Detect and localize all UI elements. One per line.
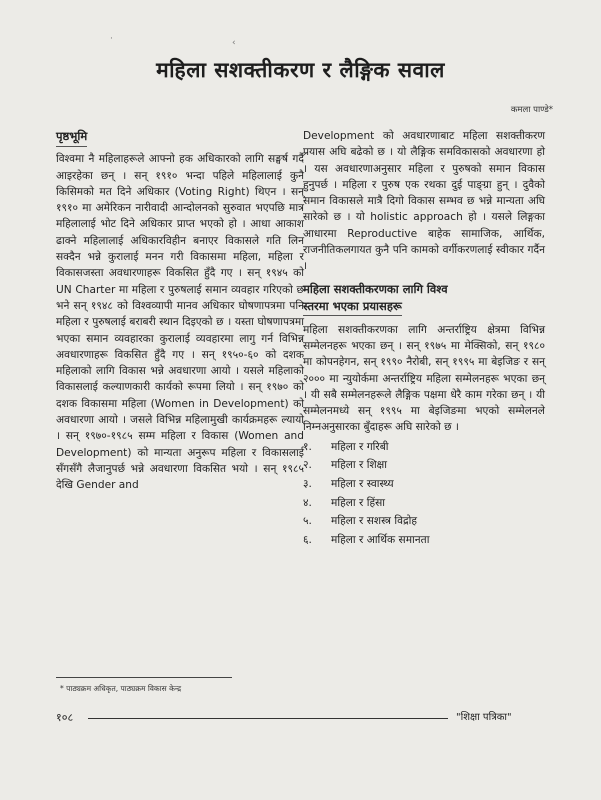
scan-speck: · (110, 34, 113, 44)
list-item: १. महिला र गरिबी (303, 440, 389, 453)
heading-line-2: स्तरमा भएका प्रयासहरू (303, 298, 402, 316)
magazine-name: "शिक्षा पत्रिका" (456, 712, 512, 723)
conferences-paragraph: महिला सशक्तीकरणका लागि अन्तर्राष्ट्रिय क्षेत्रमा विभिन्न सम्मेलनहरू भएका छन् । सन् १९७५ मा मेक्सिको, सन् १९८० मा कोपनहेगन, सन् १९९० नैरोबी, सन् १९९५ मा बेइजिङ र सन् २००० मा न्युयोर्कमा अन्तर्राष्ट्रिय महिला सम्मेलनहरू भएका छन् । यी सबै सम्मेलनहरूले लैङ्गिक पक्षमा धेरै काम गरेका छन् । यी सम्मेलनमध्ये सन् १९९५ मा बेइजिङमा भएको सम्मेलनले निम्नअनुसारका बुँदाहरू अघि सारेको छ । (303, 323, 545, 434)
list-item: ३. महिला र स्वास्थ्य (303, 477, 394, 490)
scan-speck: ‹ (232, 38, 236, 48)
right-column (303, 128, 545, 549)
list-item: ६. महिला र आर्थिक समानता (303, 533, 430, 546)
background-paragraph: विश्वमा नै महिलाहरूले आफ्नो हक अधिकारको लागि सङ्घर्ष गर्दै आइरहेका छन् । सन् १९१० भन्दा पहिले महिलालाई कुनै किसिमको मत दिने अधिकार (Voting Right) थिएन । सन् १९१० मा अमेरिकन नारीवादी आन्दोलनको सुरुवात भएपछि मात्र महिलालाई भोट दिने अधिकार प्राप्त भएको हो । आधा आकाश ढाक्ने महिलालाई अधिकारविहीन बनाएर विकासले गति लिन सक्दैन भन्ने कुरालाई मनन गरी विकासमा महिला, महिला र विकासजस्ता अवधारणाहरू विकसित हुँदै गए । सन् १९४५ को UN Charter मा महिला र पुरुषलाई समान व्यवहार गरिएको छ भने सन् १९४८ को विश्वव्यापी मानव अधिकार घोषणापत्रमा पनि महिला र पुरुषलाई बराबरी स्थान दिइएको छ । यस्ता घोषणापत्रमा भएका समान व्यवहारका कुरालाई व्यवहारमा लागु गर्न विभिन्न अवधारणाहरू विकसित हुँदै गए । सन् १९५०-६० को दशक महिलाको लागि विकास भन्ने अवधारणा आयो । यसले महिलाको विकासलाई कल्याणकारी कार्यको रूपमा लियो । सन् १९७० को दशक विकासमा महिला (Women in Development) को अवधारणा आयो । जसले विभिन्न महिलामुखी कार्यक्रमहरू ल्यायो । सन् १९७०-१९८५ सम्म महिला र विकास (Women and Development) को मान्यता अनुरूप महिला र विकासलाई सँगसँगै लैजानुपर्छ भन्ने अवधारणा विकसित भयो । सन् १९८५ देखि Gender and (56, 153, 304, 492)
footnote: * पाठ्यक्रम अधिकृत, पाठ्यक्रम विकास केन्द्र (60, 684, 182, 693)
article-title: महिला सशक्तीकरण र लैङ्गिक सवाल (156, 58, 445, 82)
page-number: १०८ (56, 711, 74, 724)
list-item: २. महिला र शिक्षा (303, 459, 387, 472)
heading-line-1: महिला सशक्तीकरणका लागि विश्व (303, 281, 448, 296)
beijing-points-list (303, 438, 545, 550)
footer-divider (88, 718, 448, 719)
gad-paragraph: Development को अवधारणाबाट महिला सशक्तीकरण प्रयास अघि बढेको छ । यो लैङ्गिक समविकासको अवधारणा हो । यस अवधारणाअनुसार महिला र पुरुषको समान विकास हुनुपर्छ । महिला र पुरुष एक रथका दुई पाङ्ग्रा हुन् । दुवैको समान विकासले मात्रै दिगो विकास सम्भव छ भन्ने मान्यता अघि सारेको छ । यो holistic approach हो । यसले लिङ्गका आधारमा Reproductive बाहेक सामाजिक, आर्थिक, राजनीतिकलगायत कुनै पनि कामको वर्गीकरणलाई स्वीकार गर्दैन । (303, 130, 545, 273)
list-item: ५. महिला र सशस्त्र विद्रोह (303, 515, 418, 528)
section-heading-global-efforts (303, 281, 545, 316)
section-heading-background: पृष्ठभूमि (56, 128, 87, 147)
left-column (56, 128, 304, 494)
list-item: ४. महिला र हिंसा (303, 496, 385, 509)
footnote-divider (56, 677, 232, 678)
author-name: कमला पाण्डे* (510, 105, 553, 115)
